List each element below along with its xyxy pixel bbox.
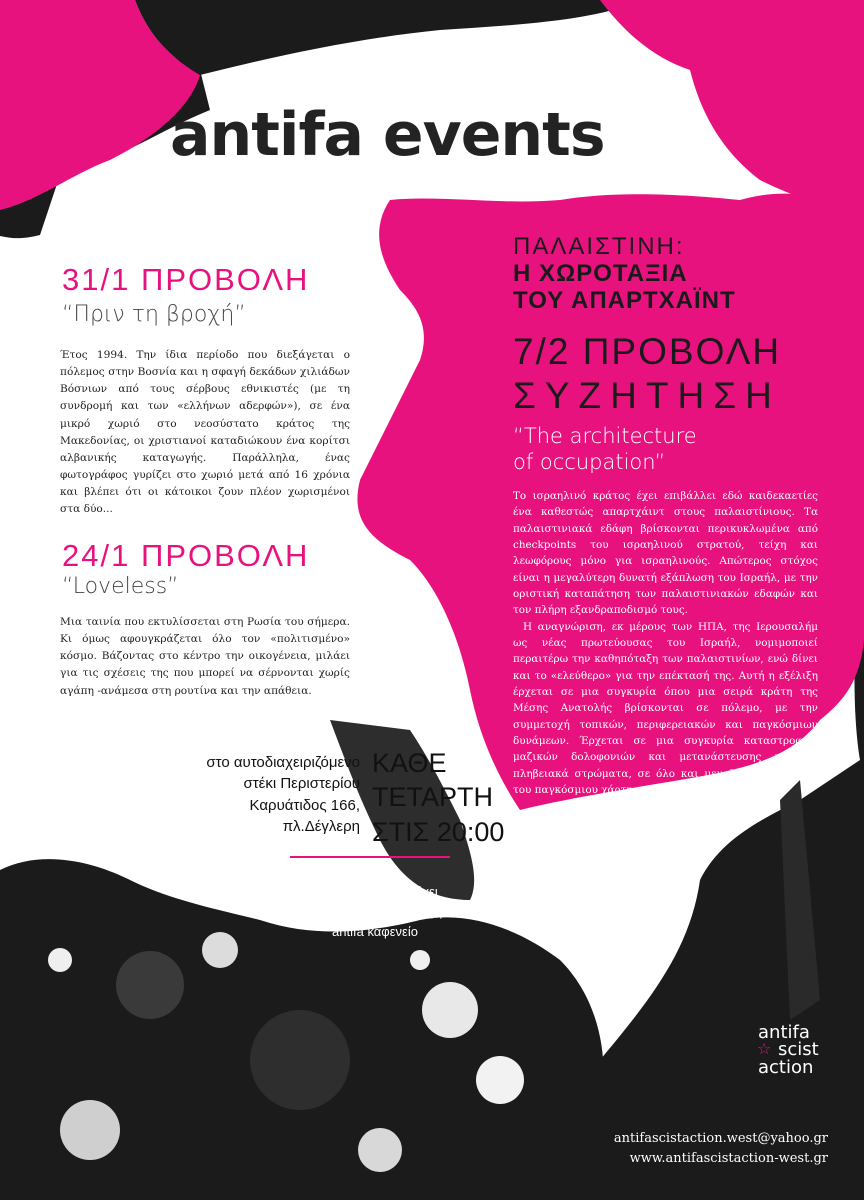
feature-topic-line-2: Η ΧΩΡΟΤΑΞΙΑ	[513, 260, 688, 288]
feature-description	[513, 488, 818, 798]
event-date-2: 24/1 ΠΡΟΒΟΛΗ	[62, 538, 310, 573]
schedule-line: ΚΑΘΕ	[372, 748, 447, 778]
feature-topic-line-3: ΤΟΥ ΑΠΑΡΤΧΑΪΝΤ	[513, 287, 736, 315]
speck	[60, 1100, 120, 1160]
divider-line	[290, 856, 450, 858]
antifa-logo	[758, 1024, 819, 1076]
speck	[250, 1010, 350, 1110]
feature-topic-line-1: ΠΑΛΑΙΣΤΙΝΗ:	[513, 233, 685, 260]
logo-line-3: action	[758, 1056, 814, 1078]
event-film-title-2: “Loveless”	[62, 574, 179, 599]
speck	[358, 1128, 402, 1172]
speck	[48, 948, 72, 972]
speck	[202, 932, 238, 968]
venue-line: Καρυάτιδος 166,	[249, 796, 360, 814]
venue-line: στο αυτοδιαχειριζόμενο	[206, 754, 360, 771]
logo-line-1: antifa	[758, 1022, 810, 1043]
feature-film-line-2: of occupation”	[513, 449, 666, 474]
logo-line-2: scist	[778, 1039, 819, 1061]
venue-address	[150, 752, 360, 837]
feature-topic	[513, 233, 736, 314]
schedule-line: ΣΤΙΣ 20:00	[372, 816, 505, 847]
speck	[422, 982, 478, 1038]
contact-info	[560, 1129, 828, 1168]
cafe-note-line: τις μέρες που δεν έχει	[312, 884, 438, 899]
event-date-1: 31/1 ΠΡΟΒΟΛΗ	[62, 262, 310, 297]
cafe-note-line: antifa καφενείο	[332, 924, 418, 940]
event-description-2: Μια ταινία που εκτυλίσσεται στη Ρωσία του σήμερα. Κι όμως αφουγκράζεται όλο τον «πολιτισμένο» κόσμο. Βάζοντας στο κέντρο την οικογένεια, μιλάει για τις σχέσεις της που μπορεί να σέρνονται χωρίς αγάπη -ανάμεσα στη ρουτίνα και την απάθεια.	[60, 616, 350, 697]
contact-email: antifascistaction.west@yahoo.gr	[613, 1131, 828, 1146]
event-film-title-1: “Πριν τη βροχή”	[62, 302, 246, 327]
contact-website: www.antifascistaction-west.gr	[629, 1150, 828, 1166]
feature-date-block	[513, 330, 781, 419]
feature-paragraph-2: Η αναγνώριση, εκ μέρους των ΗΠΑ, της Ιερουσαλήμ ως νέας πρωτεύουσας του Ισραήλ, νομιμοποιεί περαιτέρω την καθηπόταξη των παλαιστινίων, ενώ δίνει και το «ελεύθερο» για την επέκτασή της. Αυτή η εξέλιξη έρχεται σε μια συγκυρία όπου μια σειρά κράτη της Μέσης Ανατολής βρίσκονται σε πόλεμο, με την συμμετοχή τοπικών, περιφερειακών και παγκόσμιων δυνάμεων. Έρχεται σε μια συγκυρία καταστροφής, μαζικών δολοφονιών και μετανάστευσης για τα πληβειακά στρώματα, σε όλο και μεγαλύτερα τμήματα του παγκόσμιου χάρτη.	[513, 620, 818, 796]
logo-line-2-wrap	[757, 1039, 819, 1061]
schedule	[372, 746, 504, 849]
poster-title: antifa events	[170, 100, 605, 170]
feature-film-line-1: “The architecture	[513, 424, 697, 448]
speck	[410, 950, 430, 970]
venue-line: στέκι Περιστερίου	[243, 775, 360, 793]
feature-paragraph-1: Το ισραηλινό κράτος έχει επιβάλλει εδώ καιδεκαετίες ένα καθεστώς απαρτχάιντ στους παλαιστίνιους. Τα παλαιστινιακά εδάφη βρίσκονται περικυκλωμένα από checkpoints του ισραηλινού στρατού, τείχη και λεωφόρους μόνο για ισραηλινούς. Απώτερος στόχος είναι η μεγαλύτερη δυνατή εξάπλωση του Ισραήλ, με την οριστική καταπάτηση των παλαιστινιακών εδαφών και τον πλήρη εξανδραποδισμό τους.	[513, 490, 818, 617]
feature-date: 7/2 ΠΡΟΒΟΛΗ	[513, 331, 782, 372]
star-icon: ☆	[757, 1039, 772, 1059]
speck	[116, 951, 184, 1019]
schedule-line: ΤΕΤΑΡΤΗ	[372, 782, 493, 813]
cafe-note	[270, 882, 480, 942]
venue-line: πλ.Δέγλερη	[282, 817, 360, 835]
event-description-1: Έτος 1994. Την ίδια περίοδο που διεξάγεται ο πόλεμος στην Βοσνία και η σφαγή δεκάδων χιλιάδων Βόσνιων από τους σέρβους εθνικιστές (με τη συνδρομή και των «ελλήνων αδερφών»), σε ένα μικρό χωριό στο νεοσύστατο κράτος της Μακεδονίας, οι χριστιανοί καταδιώκουν ένα κορίτσι αλβανικής καταγωγής. Παράλληλα, ένας φωτογράφος γυρίζει στο χωριό μετά από 16 χρόνια και βλέπει ότι οι κάτοικοι ζουν πλέον χωρισμένοι στα δύο...	[60, 349, 350, 516]
feature-film-title	[513, 424, 697, 475]
cafe-note-line: κάποια προβολή λειτουργεί	[296, 904, 454, 920]
feature-type: ΣΥΖΗΤΗΣΗ	[513, 375, 781, 417]
dark-stroke-top	[130, 0, 640, 75]
speck	[476, 1056, 524, 1104]
pink-splash-top-right	[600, 0, 864, 215]
